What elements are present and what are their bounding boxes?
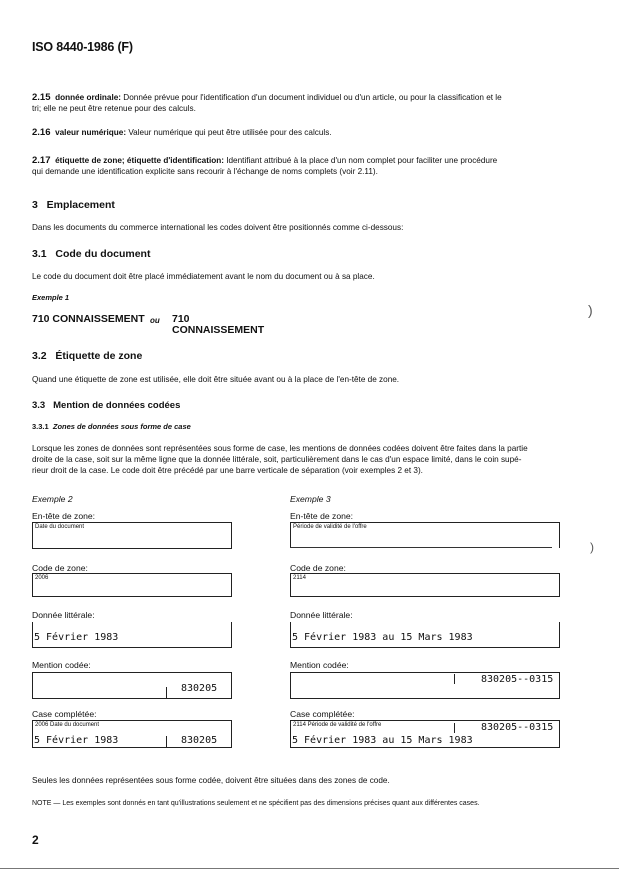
example-2-coded-box xyxy=(32,672,232,699)
example-3-completed-top: 2114 Période de validité de l'offre xyxy=(293,722,382,728)
page-bottom-rule xyxy=(0,868,619,869)
example-2-coded-label: Mention codée: xyxy=(32,660,91,670)
definition-text: Donnée prévue pour l'identification d'un document individuel ou d'un article, ou pour la classification et le xyxy=(121,93,502,102)
definition-2-17 xyxy=(32,155,592,177)
definition-term: valeur numérique: xyxy=(55,128,127,137)
section-3-1-heading xyxy=(32,248,150,260)
example-2-code-value: 2006 xyxy=(35,575,49,581)
example-3-literal-box xyxy=(290,622,560,648)
example-3-coded-box xyxy=(290,672,560,699)
example-2-completed-box xyxy=(32,720,232,748)
separator-bar xyxy=(166,687,167,699)
definition-number: 2.16 xyxy=(32,127,51,138)
example-2-literal-box xyxy=(32,622,232,648)
definition-text: Valeur numérique qui peut être utilisée pour des calculs. xyxy=(126,128,332,137)
subsection-title: Zones de données sous forme de case xyxy=(52,422,191,431)
example-3-completed-box xyxy=(290,720,560,748)
margin-mark: ) xyxy=(588,302,593,318)
margin-mark: ) xyxy=(590,540,594,554)
example-3-heading-box xyxy=(290,522,560,548)
example-3-code-box xyxy=(290,573,560,597)
example-1-right-name: CONNAISSEMENT xyxy=(172,324,265,336)
example-2-title: Exemple 2 xyxy=(32,494,73,504)
example-3-heading-label: En-tête de zone: xyxy=(290,511,354,521)
section-number: 3.1 xyxy=(32,248,47,260)
subsection-number: 3.3.1 xyxy=(32,422,49,431)
section-3-text: Dans les documents du commerce international les codes doivent être positionnés comme ci-dessous: xyxy=(32,223,404,232)
section-3-2-heading xyxy=(32,350,142,362)
example-1-label: Exemple 1 xyxy=(32,293,70,302)
box-bottom-line xyxy=(290,547,552,548)
text-line: Lorsque les zones de données sont représentées sous forme de case, les mentions de données codées doivent être faites dans la partie xyxy=(32,444,528,453)
section-3-heading xyxy=(32,199,115,211)
example-2-code-box xyxy=(32,573,232,597)
example-2-completed-top: 2006 Date du document xyxy=(35,722,100,728)
document-id-header: ISO 8440-1986 (F) xyxy=(32,40,133,54)
example-1-or: ou xyxy=(150,316,160,325)
definition-2-15 xyxy=(32,92,592,114)
separator-bar xyxy=(454,723,455,733)
section-3-2-text: Quand une étiquette de zone est utilisée, elle doit être située avant ou à la place de l'en-tête de zone. xyxy=(32,375,400,384)
example-3-completed-label: Case complétée: xyxy=(290,709,355,719)
example-2-literal-value: 5 Février 1983 xyxy=(34,632,119,643)
example-2-completed-code: 830205 xyxy=(181,735,218,746)
example-3-code-label: Code de zone: xyxy=(290,563,346,573)
section-3-3-1-heading xyxy=(32,422,191,431)
example-2-code-label: Code de zone: xyxy=(32,563,88,573)
example-3-completed-code: 830205--0315 xyxy=(481,722,554,733)
closing-text: Seules les données représentées sous forme codée, doivent être situées dans des zones de code. xyxy=(32,776,390,785)
definition-text-cont: tri; elle ne peut être retenue pour des calculs. xyxy=(32,104,196,113)
section-number: 3 xyxy=(32,199,38,211)
example-3-heading-value: Période de validité de l'offre xyxy=(293,524,367,530)
section-title: Emplacement xyxy=(46,199,115,211)
example-1-right-code: 710 xyxy=(172,313,190,325)
example-3-title: Exemple 3 xyxy=(290,494,331,504)
example-3-coded-label: Mention codée: xyxy=(290,660,349,670)
example-2-completed-literal: 5 Février 1983 xyxy=(34,735,119,746)
example-2-literal-label: Donnée littérale: xyxy=(32,610,95,620)
definition-term: étiquette de zone; étiquette d'identification: xyxy=(55,156,224,165)
example-2-heading-label: En-tête de zone: xyxy=(32,511,96,521)
section-3-3-heading xyxy=(32,400,180,411)
example-2-heading-value: Date du document xyxy=(35,524,85,530)
section-3-1-text: Le code du document doit être placé immédiatement avant le nom du document ou à sa place. xyxy=(32,272,375,281)
example-1-left: 710 CONNAISSEMENT xyxy=(32,313,145,325)
definition-number: 2.15 xyxy=(32,92,51,103)
section-title: Code du document xyxy=(55,248,151,260)
section-title: Étiquette de zone xyxy=(55,350,143,362)
section-number: 3.2 xyxy=(32,350,47,362)
definition-text-cont: qui demande une identification explicite sans recourir à l'échange de noms complets (voir 2.11). xyxy=(32,167,378,176)
example-2-completed-label: Case complétée: xyxy=(32,709,97,719)
section-title: Mention de données codées xyxy=(53,400,181,411)
example-3-completed-literal: 5 Février 1983 au 15 Mars 1983 xyxy=(292,735,473,746)
definition-number: 2.17 xyxy=(32,155,51,166)
page-number: 2 xyxy=(32,833,39,847)
example-3-code-value: 2114 xyxy=(293,575,306,581)
note-text: NOTE — Les exemples sont donnés en tant qu'illustrations seulement et ne spécifient pas des dimensions précises quant aux différentes cases. xyxy=(32,800,480,807)
section-number: 3.3 xyxy=(32,400,46,411)
text-line: droite de la case, soit sur la même ligne que la donnée littérale, soit, particulièrement dans le cas d'un espace limité, dans le coin supé- xyxy=(32,455,522,464)
example-3-literal-value: 5 Février 1983 au 15 Mars 1983 xyxy=(292,632,473,643)
example-2-coded-value: 830205 xyxy=(181,683,218,694)
example-2-heading-box xyxy=(32,522,232,549)
example-3-literal-label: Donnée littérale: xyxy=(290,610,353,620)
definition-2-16 xyxy=(32,127,592,138)
example-3-coded-value: 830205--0315 xyxy=(481,674,554,685)
definition-term: donnée ordinale: xyxy=(55,93,122,102)
separator-bar xyxy=(454,674,455,684)
text-line: rieur droit de la case. Le code doit être précédé par une barre verticale de séparation (voir exemples 2 et 3). xyxy=(32,466,423,475)
definition-text: Identifiant attribué à la place d'un nom complet pour faciliter une procédure xyxy=(223,156,498,165)
separator-bar xyxy=(166,736,167,747)
section-3-3-1-text xyxy=(32,443,602,476)
